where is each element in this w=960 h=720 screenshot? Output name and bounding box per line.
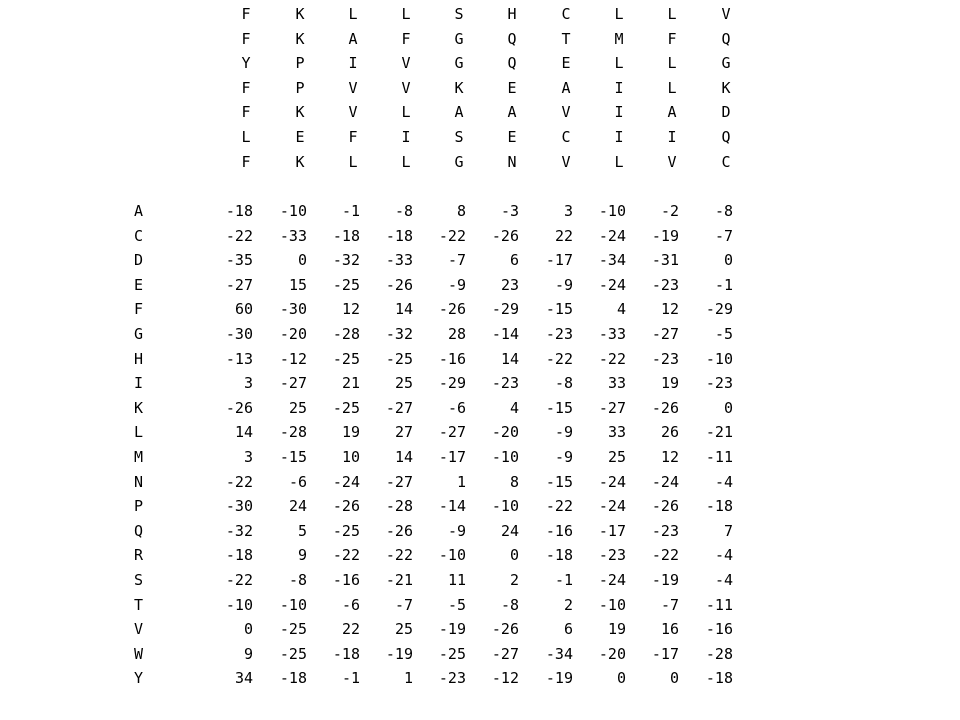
matrix-row-label: Q	[134, 521, 144, 540]
matrix-row-label: R	[134, 546, 144, 565]
matrix-row-label: T	[134, 595, 144, 614]
alignment-residue: F	[241, 152, 251, 171]
alignment-residue: I	[667, 128, 677, 146]
matrix-value: -27	[651, 325, 679, 343]
matrix-value: -8	[288, 571, 307, 589]
matrix-value: 16	[660, 620, 679, 639]
matrix-value: -29	[705, 300, 733, 319]
matrix-value: 27	[394, 423, 413, 442]
matrix-value: 14	[234, 423, 253, 442]
alignment-residue: V	[401, 78, 411, 97]
matrix-value: -28	[279, 423, 307, 442]
matrix-value: 12	[341, 300, 360, 319]
matrix-value: -13	[225, 349, 253, 368]
alignment-residue: F	[241, 78, 251, 97]
alignment-residue: G	[454, 152, 464, 171]
matrix-value: -16	[545, 521, 573, 540]
matrix-value: -28	[332, 325, 360, 343]
alignment-residue: L	[667, 54, 677, 73]
matrix-value: -21	[705, 423, 733, 442]
matrix-value: 8	[509, 472, 519, 491]
matrix-value: 3	[563, 202, 573, 220]
matrix-value: -28	[705, 644, 733, 663]
matrix-value: -4	[714, 546, 733, 565]
alignment-residue: P	[295, 54, 305, 73]
matrix-value: -22	[225, 472, 253, 491]
matrix-value: 2	[563, 595, 573, 614]
matrix-value: -19	[385, 644, 413, 663]
matrix-value: -26	[651, 497, 679, 516]
matrix-value: -24	[598, 226, 626, 245]
matrix-value: -29	[438, 374, 466, 393]
matrix-value: 25	[394, 374, 413, 393]
matrix-row-label: E	[134, 275, 144, 294]
matrix-row-label: A	[134, 202, 144, 220]
matrix-value: 0	[243, 620, 253, 639]
matrix-value: 12	[660, 300, 679, 319]
matrix-row-label: M	[134, 448, 144, 466]
matrix-value: -22	[225, 226, 253, 245]
alignment-residue: V	[348, 78, 358, 97]
matrix-value: -25	[332, 521, 360, 540]
matrix-value: -26	[491, 620, 519, 639]
alignment-residue: K	[295, 103, 305, 122]
matrix-value: -26	[385, 275, 413, 294]
matrix-value: -25	[385, 349, 413, 368]
alignment-residue: G	[454, 54, 464, 73]
matrix-value: -8	[554, 374, 573, 393]
matrix-value: -23	[438, 669, 466, 688]
matrix-value: -17	[545, 251, 573, 270]
matrix-value: -26	[385, 521, 413, 540]
matrix-value: -23	[705, 374, 733, 393]
matrix-value: -30	[225, 497, 253, 516]
alignment-residue: L	[241, 128, 251, 146]
matrix-value: -2	[660, 202, 679, 220]
matrix-value: 0	[723, 398, 733, 417]
matrix-value: -27	[438, 423, 466, 442]
matrix-value: -19	[545, 669, 573, 688]
matrix-value: -12	[279, 349, 307, 368]
matrix-value: 19	[660, 374, 679, 393]
alignment-residue: F	[348, 128, 358, 146]
matrix-row-label: L	[134, 423, 144, 442]
alignment-residue: I	[348, 54, 358, 73]
matrix-value: 12	[660, 448, 679, 466]
alignment-residue: C	[561, 128, 571, 146]
matrix-value: -23	[651, 275, 679, 294]
matrix-value: -7	[447, 251, 466, 270]
matrix-value: 23	[500, 275, 519, 294]
matrix-value: -8	[500, 595, 519, 614]
matrix-value: -23	[598, 546, 626, 565]
alignment-residue: F	[401, 29, 411, 48]
matrix-value: -19	[438, 620, 466, 639]
matrix-value: -25	[332, 398, 360, 417]
alignment-residue: L	[614, 5, 624, 23]
alignment-residue: T	[561, 29, 571, 48]
matrix-value: -10	[705, 349, 733, 368]
matrix-value: -10	[438, 546, 466, 565]
matrix-row-label: V	[134, 620, 144, 639]
matrix-value: -9	[447, 521, 466, 540]
matrix-value: -1	[714, 275, 733, 294]
matrix-value: -10	[225, 595, 253, 614]
alignment-residue: A	[507, 103, 517, 122]
alignment-residue: H	[507, 5, 517, 23]
matrix-value: -30	[225, 325, 253, 343]
matrix-value: 1	[456, 472, 466, 491]
matrix-value: -10	[491, 497, 519, 516]
matrix-value: -3	[500, 202, 519, 220]
matrix-value: -27	[279, 374, 307, 393]
matrix-row-label: S	[134, 571, 144, 589]
matrix-value: 7	[723, 521, 733, 540]
alignment-residue: F	[241, 29, 251, 48]
matrix-value: -18	[332, 644, 360, 663]
alignment-residue: E	[561, 54, 571, 73]
matrix-value: -26	[438, 300, 466, 319]
matrix-value: 26	[660, 423, 679, 442]
matrix-value: -10	[279, 595, 307, 614]
matrix-value: -14	[438, 497, 466, 516]
alignment-residue: M	[614, 29, 624, 48]
matrix-value: -15	[545, 300, 573, 319]
alignment-residue: V	[721, 5, 731, 23]
matrix-value: 0	[669, 669, 679, 688]
alignment-residue: L	[667, 5, 677, 23]
matrix-value: -6	[288, 472, 307, 491]
matrix-value: 4	[616, 300, 626, 319]
matrix-value: -22	[598, 349, 626, 368]
alignment-residue: D	[721, 103, 731, 122]
matrix-value: -6	[341, 595, 360, 614]
alignment-residue: K	[295, 5, 305, 23]
alignment-residue: Q	[507, 29, 517, 48]
matrix-value: 25	[607, 448, 626, 466]
alignment-residue: F	[667, 29, 677, 48]
matrix-value: -15	[545, 398, 573, 417]
matrix-value: -22	[385, 546, 413, 565]
matrix-value: -33	[279, 226, 307, 245]
matrix-value: -26	[332, 497, 360, 516]
matrix-row-label: D	[134, 251, 144, 270]
matrix-value: -19	[651, 571, 679, 589]
matrix-value: 9	[297, 546, 307, 565]
matrix-value: 19	[607, 620, 626, 639]
matrix-value: -10	[598, 595, 626, 614]
matrix-value: -27	[385, 398, 413, 417]
matrix-value: -25	[279, 644, 307, 663]
matrix-value: -32	[385, 325, 413, 343]
matrix-value: -7	[394, 595, 413, 614]
alignment-residue: V	[561, 152, 571, 171]
alignment-residue: C	[561, 5, 571, 23]
matrix-value: -31	[651, 251, 679, 270]
matrix-value: -29	[491, 300, 519, 319]
matrix-value: -34	[598, 251, 626, 270]
matrix-value: -9	[554, 275, 573, 294]
matrix-value: 25	[394, 620, 413, 639]
matrix-value: -24	[598, 472, 626, 491]
matrix-value: -22	[332, 546, 360, 565]
alignment-residue: Q	[507, 54, 517, 73]
matrix-value: -7	[714, 226, 733, 245]
matrix-value: -9	[554, 448, 573, 466]
matrix-value: 6	[563, 620, 573, 639]
matrix-value: -1	[554, 571, 573, 589]
alignment-residue: L	[401, 103, 411, 122]
matrix-value: 0	[297, 251, 307, 270]
alignment-residue: A	[454, 103, 464, 122]
alignment-residue: P	[295, 78, 305, 97]
matrix-row-label: N	[134, 472, 144, 491]
matrix-value: 25	[288, 398, 307, 417]
matrix-value: 28	[447, 325, 466, 343]
alignment-residue: S	[454, 128, 464, 146]
matrix-value: 9	[243, 644, 253, 663]
alignment-residue: E	[507, 128, 517, 146]
matrix-value: -10	[598, 202, 626, 220]
matrix-value: -9	[447, 275, 466, 294]
matrix-value: -26	[491, 226, 519, 245]
matrix-value: -18	[225, 202, 253, 220]
alignment-residue: C	[721, 152, 731, 171]
matrix-value: -27	[225, 275, 253, 294]
matrix-value: -26	[651, 398, 679, 417]
matrix-value: -14	[491, 325, 519, 343]
matrix-value: -35	[225, 251, 253, 270]
matrix-value: 33	[607, 374, 626, 393]
matrix-value: -18	[705, 669, 733, 688]
matrix-value: -12	[491, 669, 519, 688]
matrix-value: 3	[243, 448, 253, 466]
matrix-value: -17	[438, 448, 466, 466]
alignment-residue: I	[614, 78, 624, 97]
matrix-value: -5	[714, 325, 733, 343]
alignment-residue: V	[561, 103, 571, 122]
matrix-value: -11	[705, 595, 733, 614]
matrix-value: -32	[225, 521, 253, 540]
matrix-row-label: I	[134, 374, 144, 393]
matrix-value: -25	[332, 349, 360, 368]
matrix-value: -16	[438, 349, 466, 368]
alignment-residue: I	[401, 128, 411, 146]
alignment-residue: I	[614, 103, 624, 122]
matrix-value: -24	[598, 571, 626, 589]
matrix-value: -23	[651, 349, 679, 368]
alignment-residue: G	[454, 29, 464, 48]
matrix-value: -1	[341, 669, 360, 688]
matrix-value: 19	[341, 423, 360, 442]
alignment-residue: S	[454, 5, 464, 23]
matrix-value: 11	[447, 571, 466, 589]
matrix-value: -24	[651, 472, 679, 491]
matrix-value: 60	[234, 300, 253, 319]
alignment-residue: E	[507, 78, 517, 97]
matrix-value: -24	[598, 275, 626, 294]
matrix-value: -21	[385, 571, 413, 589]
matrix-value: -16	[705, 620, 733, 639]
matrix-value: -18	[385, 226, 413, 245]
matrix-value: 22	[554, 226, 573, 245]
alignment-residue: Q	[721, 128, 731, 146]
matrix-value: -15	[545, 472, 573, 491]
matrix-value: -11	[705, 448, 733, 466]
matrix-value: -4	[714, 571, 733, 589]
matrix-value: -25	[332, 275, 360, 294]
matrix-value: -5	[447, 595, 466, 614]
matrix-value: -34	[545, 644, 573, 663]
matrix-value: -24	[598, 497, 626, 516]
matrix-value: 3	[243, 374, 253, 393]
alignment-residue: L	[348, 152, 358, 171]
alignment-residue: V	[667, 152, 677, 171]
matrix-value: -6	[447, 398, 466, 417]
matrix-value: -18	[332, 226, 360, 245]
alignment-residue: E	[295, 128, 305, 146]
alignment-residue: Y	[241, 54, 251, 73]
alignment-residue: L	[614, 54, 624, 73]
matrix-value: 0	[509, 546, 519, 565]
matrix-value: -20	[279, 325, 307, 343]
alignment-residue: L	[348, 5, 358, 23]
matrix-value: -18	[545, 546, 573, 565]
alignment-residue: G	[721, 54, 731, 73]
matrix-value: -26	[225, 398, 253, 417]
alignment-residue: I	[614, 128, 624, 146]
matrix-value: 34	[234, 669, 253, 688]
matrix-value: 4	[509, 398, 519, 417]
matrix-value: 24	[500, 521, 519, 540]
matrix-value: -10	[279, 202, 307, 220]
matrix-value: 10	[341, 448, 360, 466]
alignment-residue: L	[667, 78, 677, 97]
matrix-row-label: C	[134, 226, 144, 245]
alignment-residue: F	[241, 103, 251, 122]
matrix-row-label: F	[134, 300, 144, 319]
matrix-row-label: W	[134, 644, 144, 663]
alignment-residue: A	[561, 78, 571, 97]
matrix-value: -33	[385, 251, 413, 270]
matrix-value: 14	[394, 300, 413, 319]
alignment-residue: L	[614, 152, 624, 171]
alignment-residue: K	[295, 152, 305, 171]
alignment-residue: K	[721, 78, 731, 97]
matrix-value: 21	[341, 374, 360, 393]
matrix-value: -32	[332, 251, 360, 270]
matrix-value: -22	[545, 497, 573, 516]
matrix-value: -23	[545, 325, 573, 343]
alignment-residue: Q	[721, 29, 731, 48]
matrix-value: -30	[279, 300, 307, 319]
matrix-value: -19	[651, 226, 679, 245]
matrix-value: 2	[509, 571, 519, 589]
alignment-residue: N	[507, 152, 517, 171]
matrix-value: 5	[297, 521, 307, 540]
matrix-row-label: G	[134, 325, 144, 343]
matrix-value: 8	[456, 202, 466, 220]
alignment-residue: A	[667, 103, 677, 122]
matrix-value: -7	[660, 595, 679, 614]
matrix-value: -27	[491, 644, 519, 663]
alignment-residue: K	[295, 29, 305, 48]
matrix-value: -27	[598, 398, 626, 417]
matrix-row-label: K	[134, 398, 144, 417]
alignment-residue: L	[401, 5, 411, 23]
matrix-value: -18	[279, 669, 307, 688]
matrix-value: -17	[651, 644, 679, 663]
matrix-value: -8	[394, 202, 413, 220]
alignment-residue: V	[348, 103, 358, 122]
matrix-value: -18	[705, 497, 733, 516]
matrix-value: -25	[438, 644, 466, 663]
matrix-value: -22	[225, 571, 253, 589]
matrix-value: -33	[598, 325, 626, 343]
matrix-value: -28	[385, 497, 413, 516]
alignment-residue: V	[401, 54, 411, 73]
matrix-value: -20	[491, 423, 519, 442]
alignment-residue: A	[348, 29, 358, 48]
matrix-value: -22	[651, 546, 679, 565]
matrix-value: 22	[341, 620, 360, 639]
matrix-value: -22	[438, 226, 466, 245]
matrix-value: -22	[545, 349, 573, 368]
matrix-value: -9	[554, 423, 573, 442]
matrix-value: -16	[332, 571, 360, 589]
matrix-row-label: P	[134, 497, 144, 516]
matrix-row-label: Y	[134, 669, 144, 688]
matrix-value: 0	[616, 669, 626, 688]
matrix-value: -23	[651, 521, 679, 540]
alignment-residue: L	[401, 152, 411, 171]
matrix-value: 14	[394, 448, 413, 466]
matrix-value: -23	[491, 374, 519, 393]
matrix-value: 1	[403, 669, 413, 688]
matrix-value: -8	[714, 202, 733, 220]
matrix-value: 6	[509, 251, 519, 270]
matrix-value: 33	[607, 423, 626, 442]
matrix-value: 0	[723, 251, 733, 270]
matrix-value: 15	[288, 275, 307, 294]
matrix-value: 24	[288, 497, 307, 516]
matrix-value: -18	[225, 546, 253, 565]
matrix-value: -24	[332, 472, 360, 491]
matrix-value: -20	[598, 644, 626, 663]
matrix-value: -4	[714, 472, 733, 491]
alignment-residue: F	[241, 5, 251, 23]
matrix-value: -27	[385, 472, 413, 491]
matrix-value: -10	[491, 448, 519, 466]
matrix-value: -1	[341, 202, 360, 220]
matrix-value: 14	[500, 349, 519, 368]
alignment-residue: K	[454, 78, 464, 97]
matrix-value: -25	[279, 620, 307, 639]
matrix-value: -17	[598, 521, 626, 540]
matrix-row-label: H	[134, 349, 144, 368]
matrix-value: -15	[279, 448, 307, 466]
